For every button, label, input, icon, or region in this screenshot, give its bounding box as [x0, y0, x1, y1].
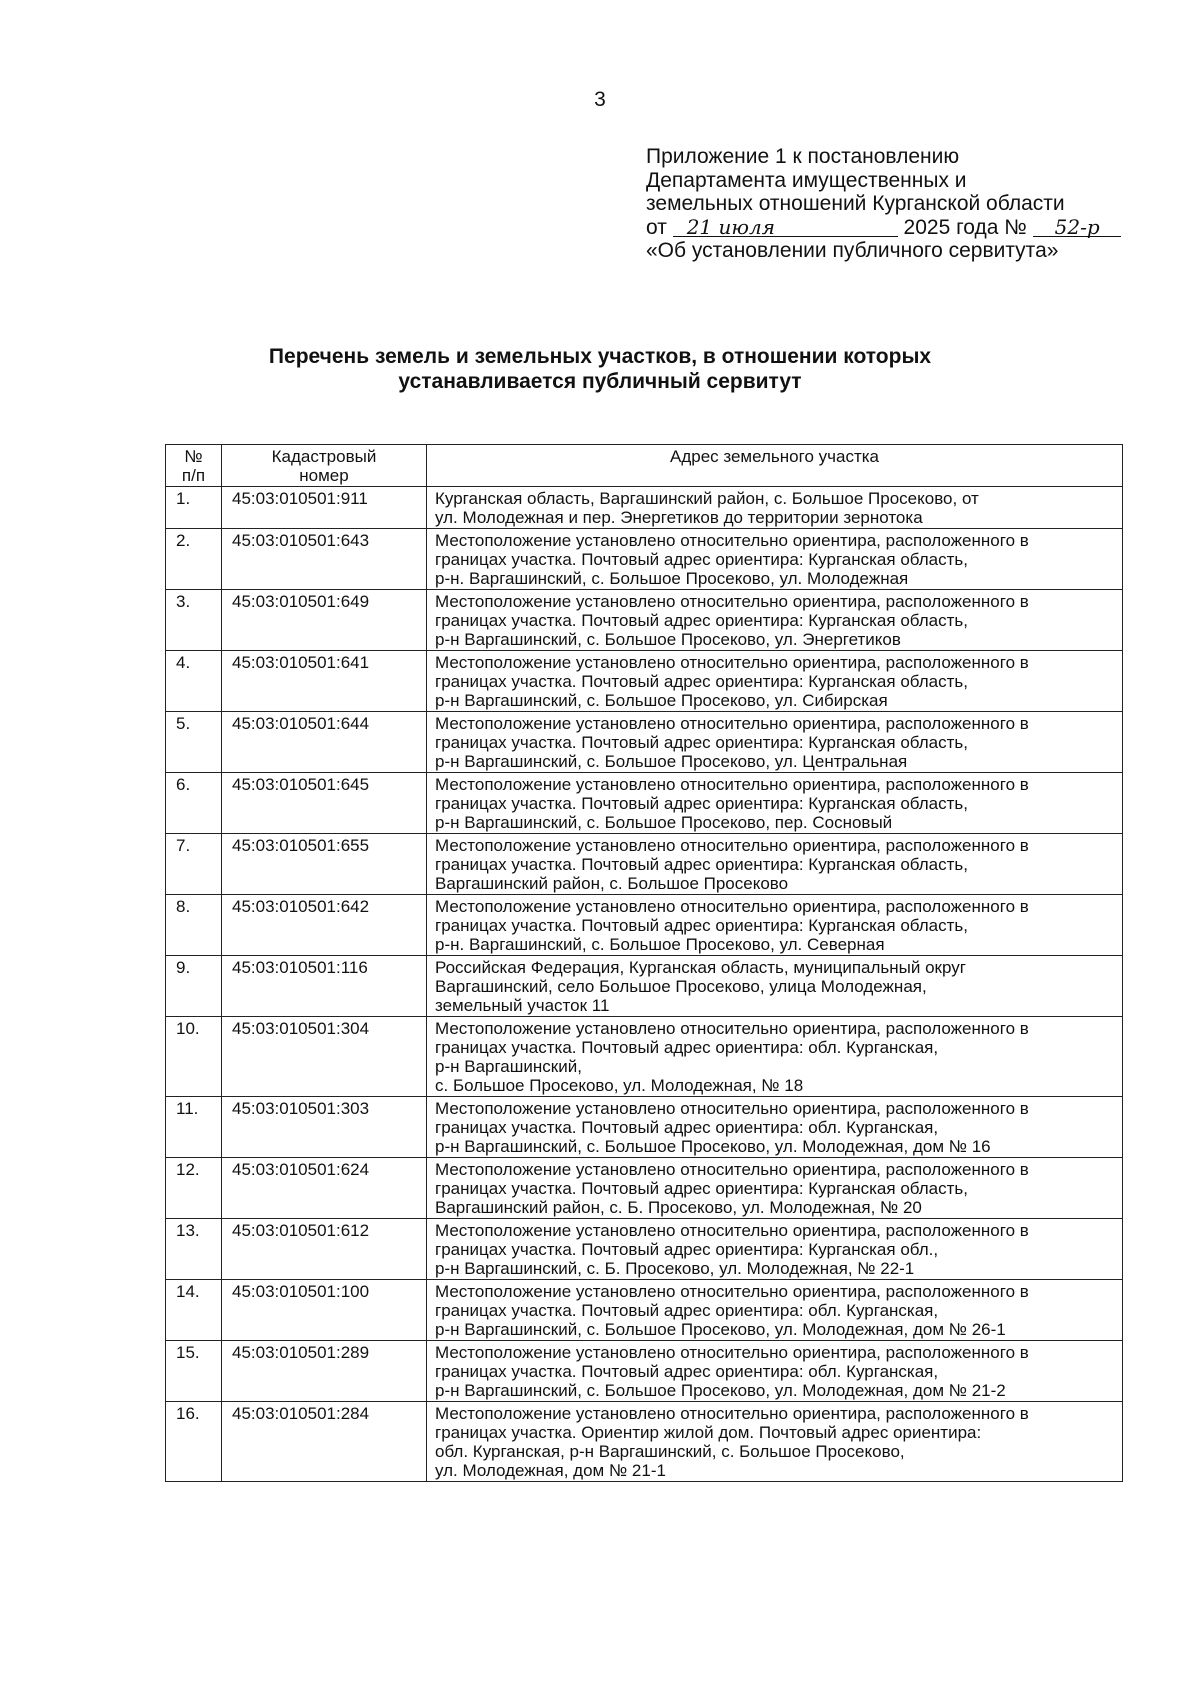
address-line: р-н Варгашинский, с. Большое Просеково, ул. Центральная	[435, 752, 908, 771]
cadastral-number: 45:03:010501:289	[222, 1341, 427, 1402]
handwritten-number: 52-р	[1054, 214, 1100, 239]
cadastral-number: 45:03:010501:649	[222, 590, 427, 651]
plot-address	[427, 773, 1123, 834]
table-row	[166, 1402, 1123, 1482]
address-line: Местоположение установлено относительно ориентира, расположенного в	[435, 775, 1029, 794]
address-line: земельный участок 11	[435, 996, 610, 1015]
cadastral-number: 45:03:010501:284	[222, 1402, 427, 1482]
appendix-block	[646, 145, 1166, 263]
address-line: границах участка. Почтовый адрес ориентира: Курганская область,	[435, 550, 968, 569]
cadastral-number: 45:03:010501:303	[222, 1097, 427, 1158]
table-row	[166, 773, 1123, 834]
table-row	[166, 651, 1123, 712]
address-line: границах участка. Почтовый адрес ориентира: Курганская область,	[435, 733, 968, 752]
plot-address	[427, 834, 1123, 895]
address-line: Местоположение установлено относительно ориентира, расположенного в	[435, 897, 1029, 916]
address-line: р-н Варгашинский, с. Большое Просеково, пер. Сосновый	[435, 813, 893, 832]
address-line: Местоположение установлено относительно ориентира, расположенного в	[435, 1221, 1029, 1240]
plot-address	[427, 1097, 1123, 1158]
address-line: Варгашинский район, с. Б. Просеково, ул. Молодежная, № 20	[435, 1198, 922, 1217]
cadastral-number: 45:03:010501:655	[222, 834, 427, 895]
number-blank	[1033, 216, 1121, 237]
land-plots-table	[165, 444, 1123, 1482]
header-cadastral	[222, 445, 427, 487]
cadastral-number: 45:03:010501:100	[222, 1280, 427, 1341]
address-line: границах участка. Ориентир жилой дом. Почтовый адрес ориентира:	[435, 1423, 982, 1442]
address-line: границах участка. Почтовый адрес ориентира: обл. Курганская,	[435, 1118, 939, 1137]
address-line: Курганская область, Варгашинский район, с. Большое Просеково, от	[435, 489, 979, 508]
address-line: Местоположение установлено относительно ориентира, расположенного в	[435, 836, 1029, 855]
row-number: 1.	[166, 487, 222, 529]
cadastral-number: 45:03:010501:624	[222, 1158, 427, 1219]
address-line: обл. Курганская, р-н Варгашинский, с. Большое Просеково,	[435, 1442, 905, 1461]
row-number: 9.	[166, 956, 222, 1017]
row-number: 3.	[166, 590, 222, 651]
table-row	[166, 1219, 1123, 1280]
plot-address	[427, 1158, 1123, 1219]
header-cadastral-line: номер	[299, 466, 349, 485]
plot-address	[427, 1402, 1123, 1482]
row-number: 11.	[166, 1097, 222, 1158]
address-line: границах участка. Почтовый адрес ориентира: Курганская область,	[435, 1179, 968, 1198]
address-line: границах участка. Почтовый адрес ориентира: обл. Курганская,	[435, 1038, 939, 1057]
address-line: Местоположение установлено относительно ориентира, расположенного в	[435, 653, 1029, 672]
address-line: р-н Варгашинский, с. Большое Просеково, ул. Молодежная, дом № 26-1	[435, 1320, 1006, 1339]
cadastral-number: 45:03:010501:645	[222, 773, 427, 834]
cadastral-number: 45:03:010501:304	[222, 1017, 427, 1097]
plot-address	[427, 895, 1123, 956]
plot-address	[427, 590, 1123, 651]
table-row	[166, 529, 1123, 590]
address-line: границах участка. Почтовый адрес ориентира: Курганская обл.,	[435, 1240, 939, 1259]
plot-address	[427, 529, 1123, 590]
row-number: 15.	[166, 1341, 222, 1402]
address-line: р-н Варгашинский, с. Б. Просеково, ул. Молодежная, № 22-1	[435, 1259, 915, 1278]
row-number: 8.	[166, 895, 222, 956]
appendix-line-5: «Об установлении публичного сервитута»	[646, 239, 1059, 262]
address-line: Местоположение установлено относительно ориентира, расположенного в	[435, 1099, 1029, 1118]
address-line: Местоположение установлено относительно ориентира, расположенного в	[435, 592, 1029, 611]
address-line: Местоположение установлено относительно ориентира, расположенного в	[435, 1404, 1029, 1423]
page-number: 3	[594, 88, 606, 111]
date-blank	[673, 216, 898, 237]
plot-address	[427, 1219, 1123, 1280]
row-number: 10.	[166, 1017, 222, 1097]
address-line: р-н Варгашинский,	[435, 1057, 582, 1076]
header-num	[166, 445, 222, 487]
document-title	[0, 344, 1200, 394]
address-line: р-н. Варгашинский, с. Большое Просеково, ул. Северная	[435, 935, 885, 954]
year-text: 2025 года №	[903, 215, 1027, 239]
address-line: Российская Федерация, Курганская область, муниципальный округ	[435, 958, 966, 977]
cadastral-number: 45:03:010501:643	[222, 529, 427, 590]
row-number: 12.	[166, 1158, 222, 1219]
plot-address	[427, 1341, 1123, 1402]
date-prefix: от	[646, 215, 667, 239]
address-line: Местоположение установлено относительно ориентира, расположенного в	[435, 1160, 1029, 1179]
address-line: Местоположение установлено относительно ориентира, расположенного в	[435, 1019, 1029, 1038]
address-line: с. Большое Просеково, ул. Молодежная, № 18	[435, 1076, 804, 1095]
table-row	[166, 1158, 1123, 1219]
address-line: ул. Молодежная, дом № 21-1	[435, 1461, 666, 1480]
row-number: 2.	[166, 529, 222, 590]
handwritten-date: 21 июля	[686, 214, 775, 239]
address-line: р-н Варгашинский, с. Большое Просеково, ул. Молодежная, дом № 21-2	[435, 1381, 1006, 1400]
address-line: Местоположение установлено относительно ориентира, расположенного в	[435, 1343, 1029, 1362]
appendix-date-line	[646, 216, 1166, 240]
address-line: Местоположение установлено относительно ориентира, расположенного в	[435, 714, 1029, 733]
title-line-2: устанавливается публичный сервитут	[398, 370, 802, 393]
appendix-line-1: Приложение 1 к постановлению	[646, 145, 960, 168]
plot-address	[427, 651, 1123, 712]
title-line-1: Перечень земель и земельных участков, в отношении которых	[268, 345, 932, 368]
address-line: границах участка. Почтовый адрес ориентира: обл. Курганская,	[435, 1362, 939, 1381]
table-row	[166, 1097, 1123, 1158]
address-line: р-н. Варгашинский, с. Большое Просеково, ул. Молодежная	[435, 569, 909, 588]
plot-address	[427, 956, 1123, 1017]
appendix-line-3: земельных отношений Курганской области	[646, 192, 1065, 215]
cadastral-number: 45:03:010501:612	[222, 1219, 427, 1280]
address-line: границах участка. Почтовый адрес ориентира: Курганская область,	[435, 672, 968, 691]
table-row	[166, 712, 1123, 773]
address-line: ул. Молодежная и пер. Энергетиков до территории зернотока	[435, 508, 923, 527]
row-number: 16.	[166, 1402, 222, 1482]
row-number: 14.	[166, 1280, 222, 1341]
table-row	[166, 956, 1123, 1017]
cadastral-number: 45:03:010501:642	[222, 895, 427, 956]
address-line: Местоположение установлено относительно ориентира, расположенного в	[435, 1282, 1029, 1301]
table-row	[166, 590, 1123, 651]
header-cadastral-line: Кадастровый	[271, 447, 377, 466]
address-line: границах участка. Почтовый адрес ориентира: Курганская область,	[435, 855, 968, 874]
header-address: Адрес земельного участка	[427, 445, 1123, 487]
header-num-line: №	[184, 447, 203, 466]
address-line: р-н Варгашинский, с. Большое Просеково, ул. Сибирская	[435, 691, 888, 710]
table-header-row	[166, 445, 1123, 487]
header-num-line: п/п	[181, 466, 206, 485]
table-row	[166, 487, 1123, 529]
address-line: границах участка. Почтовый адрес ориентира: Курганская область,	[435, 611, 968, 630]
row-number: 6.	[166, 773, 222, 834]
address-line: р-н Варгашинский, с. Большое Просеково, ул. Энергетиков	[435, 630, 901, 649]
cadastral-number: 45:03:010501:644	[222, 712, 427, 773]
address-line: Варгашинский, село Большое Просеково, улица Молодежная,	[435, 977, 927, 996]
table-row	[166, 1280, 1123, 1341]
row-number: 4.	[166, 651, 222, 712]
table-row	[166, 834, 1123, 895]
cadastral-number: 45:03:010501:116	[222, 956, 427, 1017]
address-line: границах участка. Почтовый адрес ориентира: обл. Курганская,	[435, 1301, 939, 1320]
cadastral-number: 45:03:010501:911	[222, 487, 427, 529]
table-row	[166, 1341, 1123, 1402]
address-line: границах участка. Почтовый адрес ориентира: Курганская область,	[435, 916, 968, 935]
row-number: 7.	[166, 834, 222, 895]
address-line: границах участка. Почтовый адрес ориентира: Курганская область,	[435, 794, 968, 813]
address-line: Варгашинский район, с. Большое Просеково	[435, 874, 789, 893]
table-row	[166, 1017, 1123, 1097]
cadastral-number: 45:03:010501:641	[222, 651, 427, 712]
row-number: 5.	[166, 712, 222, 773]
address-line: Местоположение установлено относительно ориентира, расположенного в	[435, 531, 1029, 550]
appendix-line-2: Департамента имущественных и	[646, 168, 967, 192]
plot-address	[427, 487, 1123, 529]
address-line: р-н Варгашинский, с. Большое Просеково, ул. Молодежная, дом № 16	[435, 1137, 991, 1156]
plot-address	[427, 712, 1123, 773]
plot-address	[427, 1280, 1123, 1341]
row-number: 13.	[166, 1219, 222, 1280]
table-row	[166, 895, 1123, 956]
plot-address	[427, 1017, 1123, 1097]
table-body	[166, 487, 1123, 1482]
